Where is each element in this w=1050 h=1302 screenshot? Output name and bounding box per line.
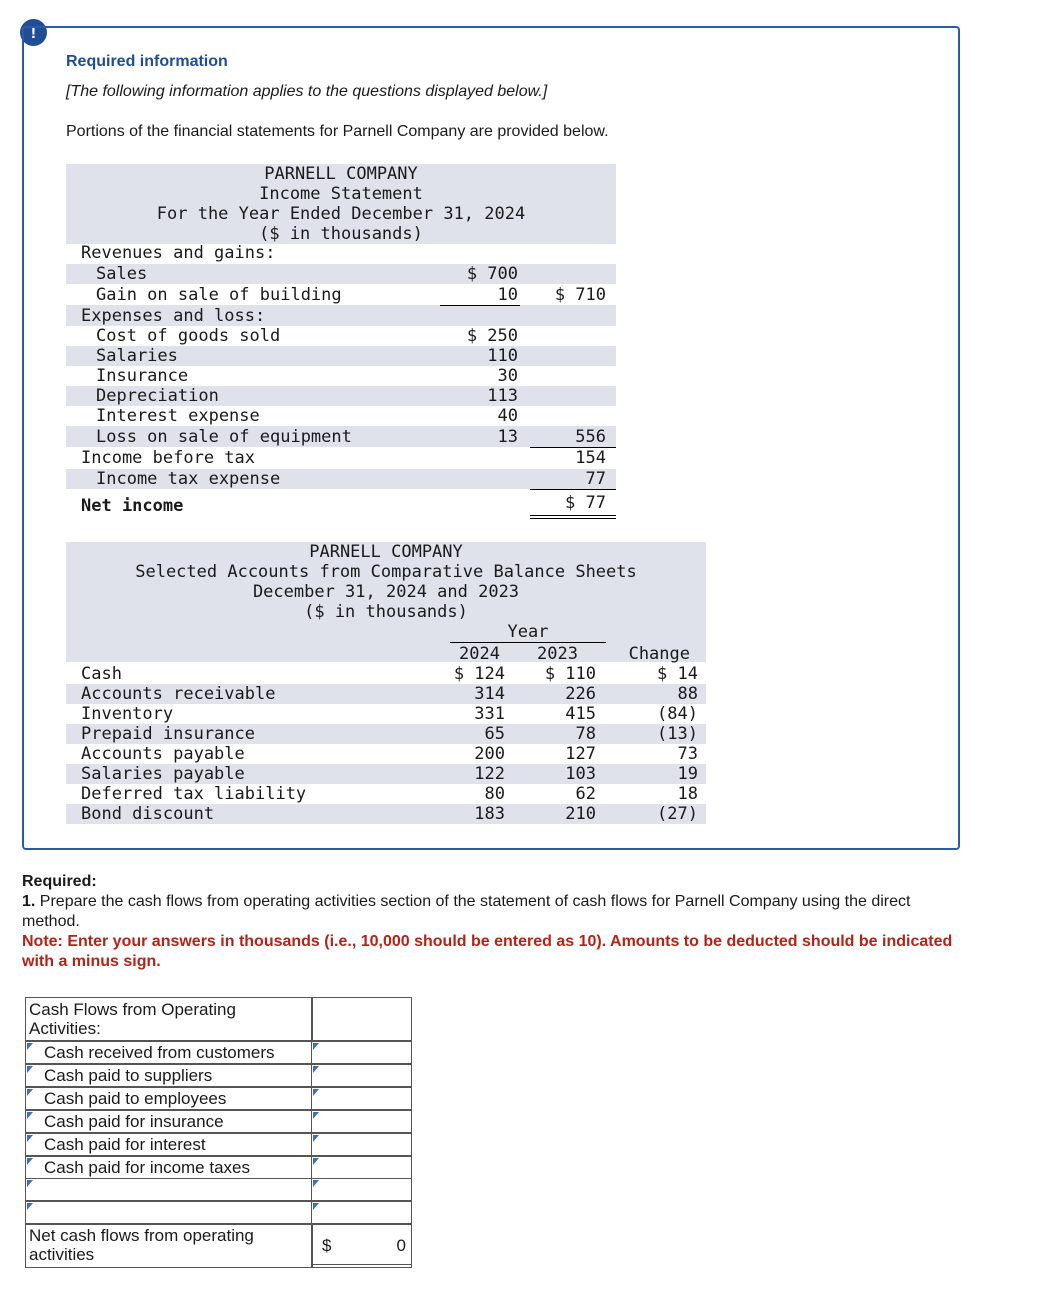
cash-flow-amount-input[interactable]: [311, 1133, 412, 1156]
input-marker-icon: [313, 1112, 319, 1119]
cash-flow-amount-input[interactable]: [311, 1087, 412, 1110]
net-income-value: $ 77: [565, 493, 606, 513]
pretax-value: 154: [575, 448, 606, 468]
input-marker-icon: [313, 1066, 319, 1073]
balance-2023-value: 226: [565, 684, 596, 704]
revenues-header: Revenues and gains:: [81, 243, 276, 263]
dropdown-marker-icon: [27, 1112, 33, 1119]
balance-account-label: Accounts payable: [81, 744, 245, 764]
loss-value: 13: [497, 427, 518, 447]
year-header: Year: [507, 622, 549, 642]
dropdown-marker-icon: [27, 1089, 33, 1096]
column-change-header: Change: [628, 644, 690, 664]
net-cash-label: Net cash flows from operating activities: [29, 1226, 254, 1264]
cash-flow-item-label-field[interactable]: [25, 1087, 312, 1110]
interest-value: 40: [497, 406, 518, 426]
cogs-value: $ 250: [466, 326, 518, 346]
cash-flow-amount-input[interactable]: [311, 1156, 412, 1179]
depreciation-label: Depreciation: [96, 386, 219, 406]
cash-flow-item-label-field[interactable]: [25, 1110, 312, 1133]
input-marker-icon: [313, 1135, 319, 1142]
sales-value: $ 700: [466, 264, 518, 284]
balance-account-label: Salaries payable: [81, 764, 245, 784]
interest-label: Interest expense: [96, 406, 260, 426]
alert-icon: !: [20, 19, 47, 46]
required-heading: Required:: [22, 873, 97, 890]
balance-account-label: Accounts receivable: [81, 684, 276, 704]
blank-label-input-2[interactable]: [25, 1201, 312, 1224]
dropdown-marker-icon: [27, 1135, 33, 1142]
balance-sheet-dates: December 31, 2024 and 2023: [252, 582, 520, 602]
net-income-label: Net income: [81, 496, 184, 516]
balance-2023-value: 415: [565, 704, 596, 724]
cash-flow-item-label: Cash paid to employees: [44, 1089, 227, 1108]
blank-label-input-1[interactable]: [25, 1178, 312, 1201]
gain-value: 10: [497, 285, 518, 305]
balance-2024-value: 65: [484, 724, 505, 744]
blank-amount-input-2[interactable]: [311, 1201, 412, 1224]
required-section: [22, 872, 972, 972]
balance-account-label: Cash: [81, 664, 122, 684]
cash-flow-amount-input[interactable]: [311, 1041, 412, 1064]
cash-flow-item-label: Cash paid to suppliers: [44, 1066, 213, 1085]
tax-label: Income tax expense: [96, 469, 281, 489]
cogs-label: Cost of goods sold: [96, 326, 281, 346]
dropdown-marker-icon: [27, 1043, 33, 1050]
dropdown-marker-icon: [27, 1158, 33, 1165]
intro-text: Portions of the financial statements for Parnell Company are provided below.: [66, 123, 609, 140]
balance-2023-value: $ 110: [544, 664, 596, 684]
balance-2024-value: 122: [474, 764, 505, 784]
balance-change-value: 88: [677, 684, 698, 704]
depreciation-value: 113: [487, 386, 518, 406]
income-statement-company: PARNELL COMPANY: [264, 164, 418, 184]
balance-sheet-company: PARNELL COMPANY: [309, 542, 463, 562]
cash-flow-item-label-field[interactable]: [25, 1041, 312, 1064]
balance-change-value: $ 14: [657, 664, 698, 684]
balance-2024-value: 200: [474, 744, 505, 764]
balance-2024-value: 314: [474, 684, 505, 704]
dropdown-marker-icon: [27, 1066, 33, 1073]
balance-sheet-title: Selected Accounts from Comparative Balance Sheets: [135, 562, 637, 582]
balance-2023-value: 103: [565, 764, 596, 784]
cash-flow-amount-input[interactable]: [311, 1110, 412, 1133]
tax-value: 77: [585, 469, 606, 489]
required-number: 1.: [22, 893, 36, 910]
input-marker-icon: [313, 1158, 319, 1165]
balance-change-value: 73: [677, 744, 698, 764]
required-instruction: [22, 892, 972, 932]
cash-flow-amount-input[interactable]: [311, 1064, 412, 1087]
balance-2023-value: 78: [575, 724, 596, 744]
cash-flow-item-label: Cash paid for income taxes: [44, 1158, 250, 1177]
sales-label: Sales: [96, 264, 148, 284]
insurance-label: Insurance: [96, 366, 189, 386]
cash-flow-item-label: Cash paid for interest: [44, 1135, 206, 1154]
expenses-total: 556: [575, 427, 606, 447]
input-marker-icon: [313, 1203, 319, 1210]
required-note: Note: Enter your answers in thousands (i.e., 10,000 should be entered as 10). Amounts to be deducted should be indicated with a minus sign.: [22, 933, 953, 970]
loss-label: Loss on sale of equipment: [96, 427, 352, 447]
pretax-label: Income before tax: [81, 448, 255, 468]
balance-2024-value: 331: [474, 704, 505, 724]
balance-2024-value: $ 124: [453, 664, 505, 684]
cash-flow-item-label: Cash paid for insurance: [44, 1112, 224, 1131]
income-statement-units: ($ in thousands): [259, 224, 423, 244]
cash-flow-item-label-field[interactable]: [25, 1064, 312, 1087]
income-statement-period: For the Year Ended December 31, 2024: [156, 204, 526, 224]
cash-flow-item-label: Cash received from customers: [44, 1043, 275, 1062]
column-2023-header: 2023: [537, 644, 578, 664]
cash-flow-item-label-field[interactable]: [25, 1156, 312, 1179]
balance-account-label: Inventory: [81, 704, 174, 724]
cash-flow-header: Cash Flows from Operating Activities:: [29, 1000, 236, 1038]
salaries-label: Salaries: [96, 346, 178, 366]
balance-2023-value: 127: [565, 744, 596, 764]
balance-change-value: 18: [677, 784, 698, 804]
gain-label: Gain on sale of building: [96, 285, 342, 305]
information-note: [The following information applies to the questions displayed below.]: [66, 83, 548, 100]
expenses-header: Expenses and loss:: [81, 306, 266, 326]
balance-2024-value: 80: [484, 784, 505, 804]
balance-change-value: (84): [657, 704, 698, 724]
balance-2023-value: 210: [565, 804, 596, 824]
net-cash-currency: $: [322, 1236, 332, 1255]
balance-change-value: (13): [657, 724, 698, 744]
column-2024-header: 2024: [459, 644, 500, 664]
balance-account-label: Prepaid insurance: [81, 724, 255, 744]
balance-2024-value: 183: [474, 804, 505, 824]
input-marker-icon: [313, 1180, 319, 1187]
required-text: Prepare the cash flows from operating activities section of the statement of cash flows for Parnell Company using the direct method.: [22, 893, 911, 930]
balance-account-label: Deferred tax liability: [81, 784, 307, 804]
required-information-heading: Required information: [66, 53, 228, 70]
dropdown-marker-icon: [27, 1180, 33, 1187]
cash-flow-item-label-field[interactable]: [25, 1133, 312, 1156]
balance-2023-value: 62: [575, 784, 596, 804]
income-statement-title: Income Statement: [259, 184, 423, 204]
salaries-value: 110: [487, 346, 518, 366]
dropdown-marker-icon: [27, 1203, 33, 1210]
input-marker-icon: [313, 1089, 319, 1096]
balance-account-label: Bond discount: [81, 804, 215, 824]
balance-sheet-units: ($ in thousands): [304, 602, 468, 622]
blank-amount-input-1[interactable]: [311, 1178, 412, 1201]
balance-change-value: 19: [677, 764, 698, 784]
insurance-value: 30: [497, 366, 518, 386]
input-marker-icon: [313, 1043, 319, 1050]
revenues-total: $ 710: [554, 285, 606, 305]
net-cash-value: 0: [396, 1236, 406, 1255]
balance-change-value: (27): [657, 804, 698, 824]
